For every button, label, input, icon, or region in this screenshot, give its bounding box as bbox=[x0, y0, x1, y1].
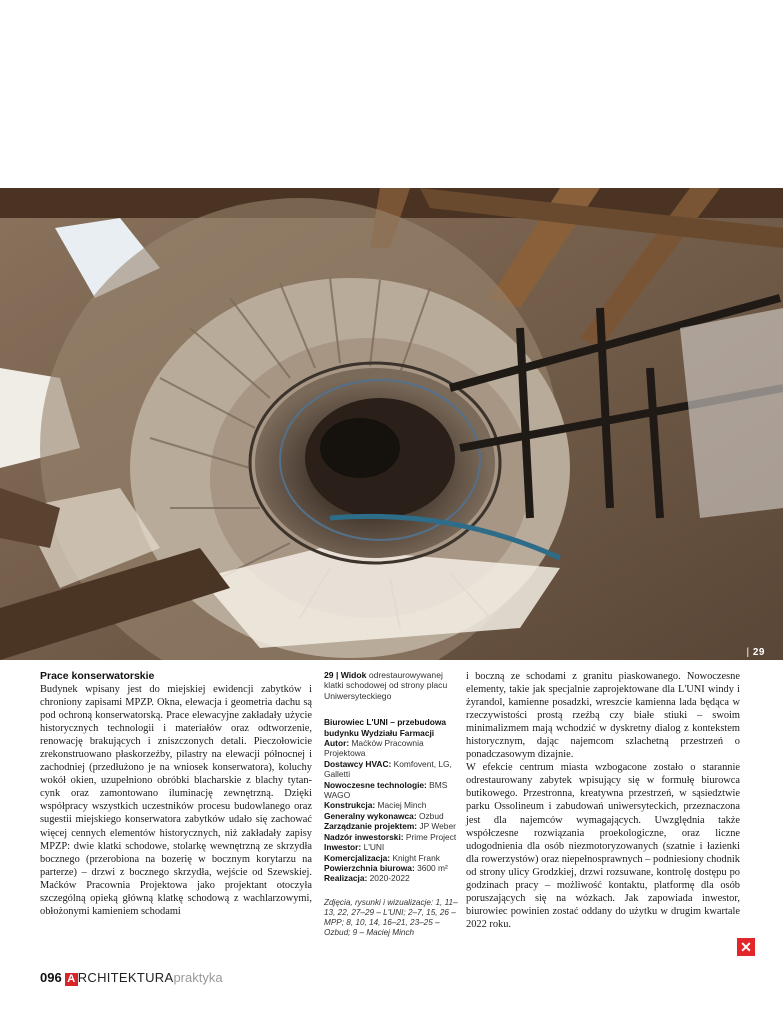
photo-caption bbox=[324, 670, 460, 701]
photo-number: | 29 bbox=[746, 647, 765, 658]
page-number: 096 bbox=[40, 970, 62, 985]
info-row: Biurowiec L'UNI – przebudowa budynku Wydziału Farmacji bbox=[324, 717, 447, 738]
caption-number: 29 | Widok bbox=[324, 670, 367, 680]
section-heading: Prace konserwatorskie bbox=[40, 670, 155, 682]
article-column-2 bbox=[324, 670, 460, 939]
staircase-illustration bbox=[0, 188, 783, 660]
info-row: Generalny wykonawca: Ozbud bbox=[324, 810, 444, 821]
paragraph: W efekcie centrum miasta wzbogacone zostało o starannie odrestaurowany zabytek wpisujący się w formułę biurowca butikowego. Przestronna, kreatywna przestrzeń, w sąsiedztwie parku Ossolineum i zabudowań uniwersyteckich, przeznaczona jest dla najemców wymagających. Uwzględnia także współczesne rozwiązania proekologiczne, oraz liczne udogodnienia dla osób niezmotoryzowanych (szatnie i łazienki dla rowerzystów) oraz niepełnosprawnych – podniesiony chodnik od strony ulicy Grodzkiej, drzwi rozsuwane, kontrolę dostępu po godzinach pracy – możliwość kontaktu, platformę dla osób poruszających się na wózkach. Jak zapowiada inwestor, biurowiec powinien zostać oddany do użytku w drugim kwartale 2022 roku. bbox=[466, 762, 740, 930]
paragraph: i boczną ze schodami z granitu piaskowanego. Nowoczesne elementy, takie jak specjalnie zaprojektowane dla L'UNI windy i żyrandol, kamienne posadzki, wreszcie kamienna lada będąca w rzeczywistości prostą rzeźbą czy białe stiuki – swoim minimalizmem mają wchodzić w dyskretny dialog z kontekstem historycznym, dając najemcom szlachetną przestrzeń o ponadczasowym dizajnie. bbox=[466, 671, 740, 761]
project-info bbox=[324, 717, 460, 884]
info-row: Dostawcy HVAC: Komfovent, LG, Galletti bbox=[324, 758, 452, 780]
photo-credits: Zdjęcia, rysunki i wizualizacje: 1, 11–13, 22, 27–29 – L'UNI; 2–7, 15, 26 – MPP; 8, 10, 14, 16–21, 23–25 – Ozbud; 9 – Maciej Minch bbox=[324, 897, 458, 938]
info-row: Inwestor: L'UNI bbox=[324, 842, 385, 853]
close-icon: ✕ bbox=[737, 938, 755, 956]
info-row: Autor: Maćków Pracownia Projektowa bbox=[324, 738, 424, 759]
brand-subtitle: praktyka bbox=[173, 970, 223, 985]
body-text-col3 bbox=[466, 670, 740, 931]
article-column-3 bbox=[466, 670, 740, 931]
brand-logo-letter: A bbox=[65, 973, 78, 986]
paragraph: Budynek wpisany jest do miejskiej ewidencji zabytków i chroniony zapisami MPZP. Okna, elewacja i geometria dachu są pod ochroną konserwatorską. Prace elewacyjne zakładały użycie historycznych technologii i materiałów oraz odtworzenie, renowację brakujących i zniszczonych detali. Pieczołowicie zrekonstruowano płaskorzeźby, pilastry na elewacji północnej i zachodniej (przedłużono je na wniosek konserwatora), koluchy wokół okien, uzupełniono obróbki blacharskie z blachy tytan-cynk oraz zamontowano iluminację zewnętrzną. Dzięki współpracy wszystkich uczestników procesu budowlanego oraz sugestii miejskiego konserwatora zabytków udało się zachować więcej cennych elementów historycznych, niż zakładały zapisy MPZP: dwie klatki schodowe, stolarkę wewnętrzną ze skrzydła bocznego (przerobiona na bozerię w bocznym korytarzu na parterze) – drzwi z bocznego skrzydła, wejście od Szewskiej. Maćków Pracownia Projektowa jako projektant otoczyła szczególną opieką główną klatkę schodową z wachlarzowymi, obłożonymi kamieniem schodami bbox=[40, 684, 312, 917]
page-footer bbox=[40, 970, 223, 986]
info-row: Komercjalizacja: Knight Frank bbox=[324, 852, 440, 863]
info-row: Konstrukcja: Maciej Minch bbox=[324, 800, 427, 811]
info-row: Nadzór inwestorski: Prime Project bbox=[324, 831, 457, 842]
info-row: Zarządzanie projektem: JP Weber bbox=[324, 821, 456, 832]
info-row: Nowoczesne technologie: BMS WAGO bbox=[324, 779, 448, 801]
brand-name: RCHITEKTURA bbox=[77, 970, 174, 985]
article-column-1 bbox=[40, 670, 312, 918]
info-row: Realizacja: 2020-2022 bbox=[324, 873, 410, 884]
body-text-col1 bbox=[40, 683, 312, 918]
caption-text: odrestaurowywanej klatki schodowej od strony placu Uniwersyteckiego bbox=[324, 670, 448, 701]
hero-photo bbox=[0, 188, 783, 660]
info-row: Powierzchnia biurowa: 3600 m² bbox=[324, 862, 448, 873]
